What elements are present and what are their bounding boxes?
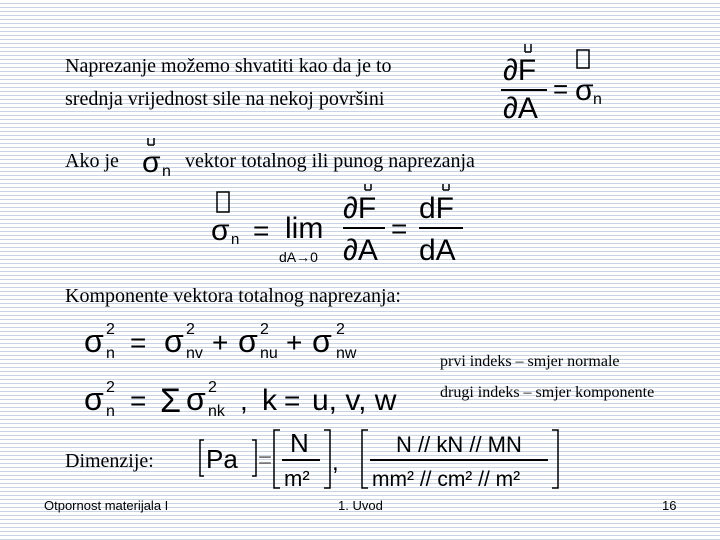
svg-text:=: =: [284, 385, 301, 416]
svg-text:nu: nu: [260, 345, 278, 362]
svg-text:=: =: [130, 327, 147, 358]
intro-line-1: Naprezanje možemo shvatiti kao da je to: [65, 55, 392, 77]
svg-text:nk: nk: [208, 403, 225, 420]
svg-text:σ: σ: [238, 323, 258, 359]
formula-1-den: ∂A: [503, 92, 538, 125]
svg-text:σ: σ: [312, 323, 332, 359]
svg-text:=: =: [258, 447, 273, 474]
svg-text:σ: σ: [186, 381, 206, 417]
svg-text:,: ,: [332, 449, 339, 476]
vector-def-suffix: vektor totalnog ili punog naprezanja: [185, 150, 475, 172]
svg-text:Σ: Σ: [160, 382, 182, 420]
formula-1-rhs: σ: [575, 74, 594, 107]
svg-text:=: =: [553, 74, 569, 104]
svg-text:k: k: [262, 384, 277, 417]
footer-page-number: 16: [662, 498, 677, 513]
svg-text:+: +: [212, 327, 229, 358]
svg-text:Pa: Pa: [206, 444, 238, 474]
svg-text:σ: σ: [84, 323, 104, 359]
svg-text:dA→0: dA→0: [279, 249, 318, 265]
footer-chapter: 1. Uvod: [338, 498, 383, 513]
formula-1-rhs-sub: n: [593, 91, 602, 108]
svg-text:mm² // cm² // m²: mm² // cm² // m²: [372, 468, 521, 491]
svg-text:∂A: ∂A: [343, 234, 378, 267]
formula-components-sum: [82, 314, 382, 362]
svg-text:2: 2: [106, 379, 115, 396]
formula-1-num: ∂F: [503, 54, 537, 87]
svg-text:σ: σ: [211, 214, 230, 247]
svg-text:σ: σ: [164, 323, 184, 359]
sigma-n-symbol: [140, 132, 180, 178]
svg-text:N: N: [290, 428, 309, 458]
components-heading: Komponente vektora totalnog naprezanja:: [65, 285, 401, 307]
svg-text:dA: dA: [419, 234, 456, 267]
formula-units: [196, 422, 566, 494]
svg-text:=: =: [130, 385, 147, 416]
svg-text:σ: σ: [84, 381, 104, 417]
svg-text:n: n: [231, 231, 240, 248]
intro-line-2: srednja vrijednost sile na nekoj površini: [65, 88, 385, 110]
svg-text:2: 2: [336, 321, 345, 338]
svg-text:,: ,: [240, 385, 248, 416]
svg-text:2: 2: [106, 321, 115, 338]
formula-limit: [205, 180, 465, 265]
vector-def-prefix: Ako je: [65, 150, 119, 172]
svg-text:n: n: [162, 163, 171, 180]
svg-text:=: =: [391, 213, 408, 244]
svg-text:n: n: [106, 345, 115, 362]
note-first-index: prvi indeks – smjer normale: [440, 353, 620, 370]
footer-course: Otpornost materijala I: [44, 498, 169, 513]
formula-mean-stress: [495, 38, 615, 125]
svg-text:nv: nv: [186, 345, 203, 362]
svg-text:2: 2: [208, 379, 217, 396]
formula-components-compact: [82, 372, 412, 420]
svg-text:=: =: [253, 215, 270, 246]
svg-text:u, v, w: u, v, w: [312, 384, 397, 417]
svg-text:dF: dF: [419, 192, 455, 225]
svg-text:2: 2: [260, 321, 269, 338]
svg-text:nw: nw: [336, 345, 357, 362]
svg-text:m²: m²: [284, 466, 310, 491]
svg-text:n: n: [106, 403, 115, 420]
svg-text:lim: lim: [285, 212, 324, 245]
svg-text:+: +: [286, 327, 303, 358]
svg-text:N // kN // MN: N // kN // MN: [396, 432, 522, 457]
svg-text:2: 2: [186, 321, 195, 338]
svg-text:σ: σ: [142, 146, 161, 179]
svg-text:∂F: ∂F: [343, 192, 377, 225]
note-second-index: drugi indeks – smjer komponente: [440, 384, 655, 401]
dimensions-label: Dimenzije:: [65, 450, 154, 472]
